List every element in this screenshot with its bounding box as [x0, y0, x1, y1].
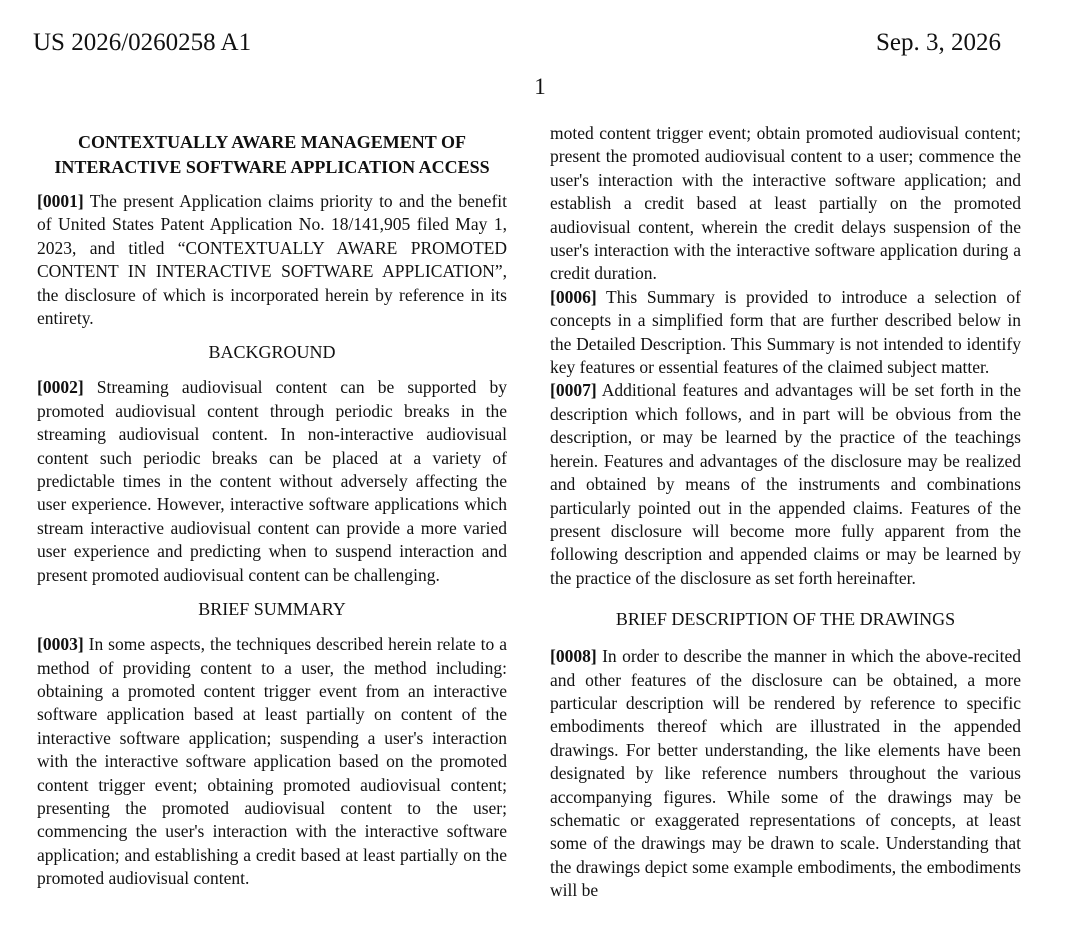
paragraph-0007 — [550, 379, 1021, 590]
paragraph-number: [0001] — [37, 191, 84, 211]
paragraph-continuation: moted content trigger event; obtain promoted audiovisual content; present the promoted audiovisual content to a user; commence the user's interaction with the interactive software application; and establish a credit based at least partially on the promoted audiovisual content, wherein the credit delays suspension of the user's interaction with the interactive software application during a credit duration. — [550, 123, 1021, 284]
left-column — [37, 122, 507, 891]
paragraph-text: In some aspects, the techniques described herein relate to a method of providing content to a user, the method including: obtaining a promoted content trigger event from an interactive software application based at least partially on content of the interactive software application; suspending a user's interaction with the interactive software application based on the promoted content trigger event; obtaining promoted audiovisual content; presenting the promoted audiovisual content to the user; commencing the user's interaction with the interactive software application; and establishing a credit based at least partially on the promoted audiovisual content. — [37, 634, 507, 889]
paragraph-number: [0003] — [37, 634, 84, 655]
paragraph-text: This Summary is provided to introduce a selection of concepts in a simplified form that are further described below in the Detailed Description. This Summary is not intended to identify key features or essential features of the claimed subject matter. — [550, 286, 1021, 378]
paragraph-number: [0002] — [37, 377, 84, 398]
paragraph-0002 — [37, 376, 507, 587]
paragraph-text: Streaming audiovisual content can be supported by promoted audiovisual content through periodic breaks in the streaming audiovisual content. In non-interactive audiovisual content such periodic breaks can be placed at a variety of predictable times in the content without adversely affecting the user experience. However, interactive software applications which stream interactive audiovisual content can provide a more varied user experience and predicting when to suspend interaction and present promoted audiovisual content can be challenging. — [37, 377, 508, 585]
document-title: CONTEXTUALLY AWARE MANAGEMENT OF INTERACTIVE SOFTWARE APPLICATION ACCESS — [54, 132, 490, 177]
section-heading-drawings: BRIEF DESCRIPTION OF THE DRAWINGS — [615, 609, 956, 630]
section-heading-summary: BRIEF SUMMARY — [198, 599, 346, 620]
paragraph-number: [0006] — [550, 286, 597, 307]
publication-date: Sep. 3, 2026 — [876, 29, 1001, 56]
paragraph-number: [0008] — [550, 646, 597, 667]
paragraph-0008 — [550, 645, 1021, 902]
paragraph-0003 — [37, 633, 507, 890]
section-heading-background: BACKGROUND — [208, 342, 336, 363]
paragraph-0006 — [550, 286, 1021, 380]
paragraph-text: In order to describe the manner in which the above-recited and other features of the disclosure can be obtained, a more particular description will be rendered by reference to specific embodiments thereof which are illustrated in the appended drawings. For better understanding, the like elements have been designated by like reference numbers throughout the various accompanying figures. While some of the drawings may be schematic or exaggerated representations of concepts, at least some of the drawings may be drawn to scale. Understanding that the drawings depict some example embodiments, the embodiments will be — [550, 646, 1022, 901]
paragraph-text: The present Application claims priority to and the benefit of United States Patent Application No. 18/141,905 filed May 1, 2023, and titled “CONTEXTUALLY AWARE PROMOTED CONTENT IN INTERACTIVE SOFTWARE APPLICATION”, the disclosure of which is incorporated herein by reference in its entirety. — [37, 191, 507, 329]
paragraph-text: Additional features and advantages will be set forth in the description which follows, and in part will be obvious from the description, or may be learned by the practice of the teachings herein. Features and advantages of the disclosure may be realized and obtained by means of the instruments and combinations particularly pointed out in the appended claims. Features of the present disclosure will become more fully apparent from the following description and appended claims or may be learned by the practice of the disclosure as set forth hereinafter. — [550, 380, 1021, 588]
right-column — [550, 122, 1021, 903]
paragraph-number: [0007] — [550, 380, 597, 401]
publication-number: US 2026/0260258 A1 — [33, 29, 252, 56]
page-number: 1 — [534, 74, 546, 99]
paragraph-0001 — [37, 190, 507, 330]
